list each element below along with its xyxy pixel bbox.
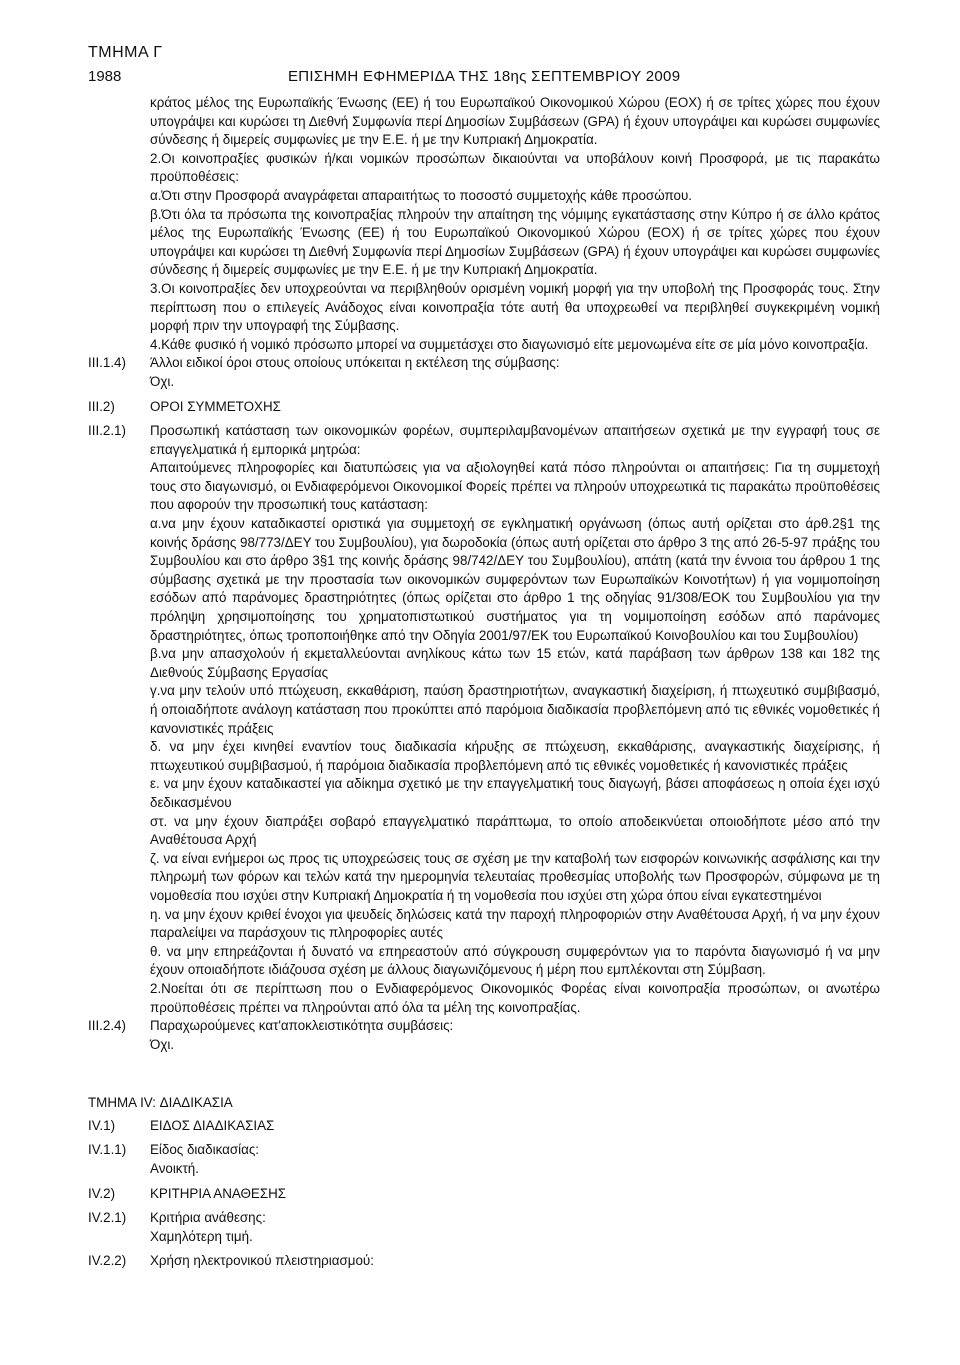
section-title: ΕΙΔΟΣ ΔΙΑΔΙΚΑΣΙΑΣ [150,1117,275,1133]
section-value: Ανοικτή. [150,1161,199,1177]
paragraph: β.Ότι όλα τα πρόσωπα της κοινοπραξίας πληρούν την απαίτηση της νόμιμης εγκατάστασης στην Κύπρο ή σε άλλο κράτος μέλος της Ευρωπαϊκής Ένωσης (ΕΕ) ή του Ευρωπαϊκού Οικονομικού Χώρου (ΕΟΧ) ή σε τρίτες χώρες που έχουν υπογράψει και κυρώσει τη Διεθνή Συμφωνία περί Δημοσίων Συμβάσεων (GPA) ή έχουν υπογράψει και κυρώσει συμφωνίες σύνδεσης ή διμερείς συμφωνίες με την Ε.Ε. ή με την Κυπριακή Δημοκρατία. [150,206,880,278]
list-item: θ. να μην επηρεάζονται ή δυνατό να επηρεαστούν από σύγκρουση συμφερόντων για το παρόντα διαγωνισμό ή να μην έχουν οποιαδήποτε ιδιάζουσα σχέση με άλλους διαγωνιζόμενους ή μέρη που εμπλέκονται στη Σύμβαση. [150,943,880,978]
paragraph: 2.Οι κοινοπραξίες φυσικών ή/και νομικών προσώπων δικαιούνται να υποβάλουν κοινή Προσφορά, με τις παρακάτω προϋποθέσεις: [150,150,880,185]
section-value: Όχι. [150,373,175,389]
section-value: Χαμηλότερη τιμή. [150,1228,253,1244]
list-item: γ.να μην τελούν υπό πτώχευση, εκκαθάριση, παύση δραστηριοτήτων, αναγκαστική διαχείριση, ή πτωχευτικό συμβιβασμό, ή οποιαδήποτε ανάλογη κατάσταση που προκύπτει από παρόμοια διαδικασία προβλεπόμενη από τις εθνικές νομοθετικές ή κανονιστικές πράξεις [150,683,880,736]
document-body [88,94,880,1271]
paragraph: 3.Οι κοινοπραξίες δεν υποχρεούνται να περιβληθούν ορισμένη νομική μορφή για την υποβολή της Προσφοράς τους. Στην περίπτωση που ο επιλεγείς Ανάδοχος είναι κοινοπραξία τότε αυτή θα υποχρεωθεί να περιβληθεί συγκεκριμένη νομική μορφή πριν την υπογραφή της Σύμβασης. [150,280,880,334]
section-iv-1-1 [88,1141,880,1178]
paragraph: α.Ότι στην Προσφορά αναγράφεται απαραιτήτως το ποσοστό συμμετοχής κάθε προσώπου. [150,187,692,203]
section-iii-2-4 [88,1017,880,1054]
publication-line: ΕΠΙΣΗΜΗ ΕΦΗΜΕΡΙΔΑ ΤΗΣ 18ης ΣΕΠΤΕΜΒΡΙΟΥ 2009 [288,68,681,85]
list-item: η. να μην έχουν κριθεί ένοχοι για ψευδείς δηλώσεις κατά την παροχή πληροφοριών στην Αναθέτουσα Αρχή, ή να μην έχουν παραλείψει να παράσχουν τις πληροφορίες αυτές [150,906,880,941]
section-iv-2-2 [88,1252,880,1271]
section-iii-2 [88,398,880,417]
section-iv-1 [88,1117,880,1136]
section-heading: Άλλοι ειδικοί όροι στους οποίους υπόκειται η εκτέλεση της σύμβασης: [150,355,560,371]
page-number: 1988 [88,68,122,85]
section-heading: Είδος διαδικασίας: [150,1142,260,1158]
section-heading: Παραχωρούμενες κατ'αποκλειστικότητα συμβάσεις: [150,1018,454,1034]
section-number: IV.2.1) [88,1210,127,1226]
section-number: III.2.4) [88,1018,126,1034]
section-iv-2-1 [88,1209,880,1246]
paragraph: 4.Κάθε φυσικό ή νομικό πρόσωπο μπορεί να συμμετάσχει στο διαγωνισμό είτε μεμονωμένα είτε σε μία μόνο κοινοπραξία. [150,336,869,352]
section-number: IV.2) [88,1185,116,1201]
paragraph: Απαιτούμενες πληροφορίες και διατυπώσεις για να αξιολογηθεί κατά πόσο πληρούνται οι απαιτήσεις: Για τη συμμετοχή τους στο διαγωνισμό, οι Ενδιαφερόμενοι Οικονομικοί Φορείς πρέπει να πληρούν υποχρεωτικά τις παρακάτω προϋποθέσεις που αφορούν την προσωπική τους κατάσταση: [150,460,880,513]
list-item: ε. να μην έχουν καταδικαστεί για αδίκημα σχετικό με την επαγγελματική τους διαγωγή, βάσει αποφάσεως η οποία έχει ισχύ δεδικασμένου [150,776,880,810]
section-number: III.2) [88,398,115,414]
list-item: δ. να μην έχει κινηθεί εναντίον τους διαδικασία κήρυξης σε πτώχευση, εκκαθάρισης, αναγκαστικής διαχείρισης, ή πτωχευτικού συμβιβασμού, ή παρόμοια διαδικασία προβλεπόμενη από τις εθνικές νομοθετικές ή κανονιστικές πράξεις [150,739,880,773]
section-number: IV.2.2) [88,1253,127,1269]
section-number: IV.1) [88,1117,116,1133]
section-iii-1-4 [88,354,880,391]
section-title: ΚΡΙΤΗΡΙΑ ΑΝΑΘΕΣΗΣ [150,1185,287,1201]
section-number: IV.1.1) [88,1142,127,1158]
paragraph: κράτος μέλος της Ευρωπαϊκής Ένωσης (ΕΕ) ή του Ευρωπαϊκού Οικονομικού Χώρου (ΕΟΧ) ή σε τρίτες χώρες που έχουν υπογράψει και κυρώσει τη Διεθνή Συμφωνία περί Δημοσίων Συμβάσεων (GPA) ή έχουν υπογράψει και κυρώσει συμφωνίες σύνδεσης ή διμερείς συμφωνίες με την Ε.Ε. ή με την Κυπριακή Δημοκρατία. [150,95,880,148]
list-item: β.να μην απασχολούν ή εκμεταλλεύονται ανηλίκους κάτω των 15 ετών, κατά παράβαση των άρθρων 138 και 182 της Διεθνούς Σύμβασης Εργασίας [150,646,880,680]
section-iii-2-1 [88,422,880,1017]
section-tag: ΤΜΗΜΑ Γ [88,44,163,61]
section-heading: Χρήση ηλεκτρονικού πλειστηριασμού: [150,1253,374,1269]
section-iv-2 [88,1185,880,1204]
list-item: α.να μην έχουν καταδικαστεί οριστικά για συμμετοχή σε εγκληματική οργάνωση (όπως αυτή ορίζεται στο άρθ.2§1 της κοινής δράσης 98/773/ΔΕΥ του Συμβουλίου), για δωροδοκία (όπως αυτή ορίζεται στο άρθρο 3 της από 26-5-97 πράξης του Συμβουλίου και στο άρθρο 3§1 της κοινής δράσης 98/742/ΔΕΥ του Συμβουλίου), απάτη (κατά την έννοια του άρθρου 1 της σύμβασης σχετικά με την προστασία των οικονομικών συμφερόντων των Ευρωπαϊκών Κοινοτήτων) ή για νομιμοποίηση εσόδων από παράνομες δραστηριότητες (όπως ορίζεται στο άρθρο 1 της οδηγίας 91/308/ΕΟΚ του Συμβουλίου για την πρόληψη χρησιμοποίησης του χρηματοπιστωτικού συστήματος για τη νομιμοποίηση εσόδων από παράνομες δραστηριότητες, όπως τροποποιήθηκε από την Οδηγία 2001/97/ΕΚ του Ευρωπαϊκού Κοινοβουλίου και του Συμβουλίου) [150,516,880,643]
section-heading: Κριτήρια ανάθεσης: [150,1210,266,1226]
list-item: στ. να μην έχουν διαπράξει σοβαρό επαγγελματικό παράπτωμα, το οποίο αποδεικνύεται οποιοδήποτε μέσο από την Αναθέτουσα Αρχή [150,813,880,848]
paragraph: Προσωπική κατάσταση των οικονομικών φορέων, συμπεριλαμβανομένων απαιτήσεων σχετικά με την εγγραφή τους σε επαγγελματικά ή εμπορικά μητρώα: [150,423,880,457]
section-value: Όχι. [150,1036,175,1052]
section-number: III.2.1) [88,423,126,439]
section-title: ΟΡΟΙ ΣΥΜΜΕΤΟΧΗΣ [150,398,281,414]
intro-block [88,94,880,354]
section-number: III.1.4) [88,355,126,371]
list-item: ζ. να είναι ενήμεροι ως προς τις υποχρεώσεις τους σε σχέση με την καταβολή των εισφορών κοινωνικής ασφάλισης και την πληρωμή των φόρων και τελών κατά την ημερομηνία τελευταίας προθεσμίας υποβολής των Προσφορών, σύμφωνα με τη νομοθεσία που ισχύει στην Κυπριακή Δημοκρατία ή τη νομοθεσία που ισχύει στη χώρα όπου είναι εγκατεστημένοι [150,850,880,903]
paragraph: 2.Νοείται ότι σε περίπτωση που ο Ενδιαφερόμενος Οικονομικός Φορέας είναι κοινοπραξία προσώπων, οι ανωτέρω προϋποθέσεις πρέπει να πληρούνται από όλα τα μέλη της κοινοπραξίας. [150,980,880,1015]
section-iv-title: ΤΜΗΜΑ IV: ΔΙΑΔΙΚΑΣΙΑ [88,1095,233,1111]
